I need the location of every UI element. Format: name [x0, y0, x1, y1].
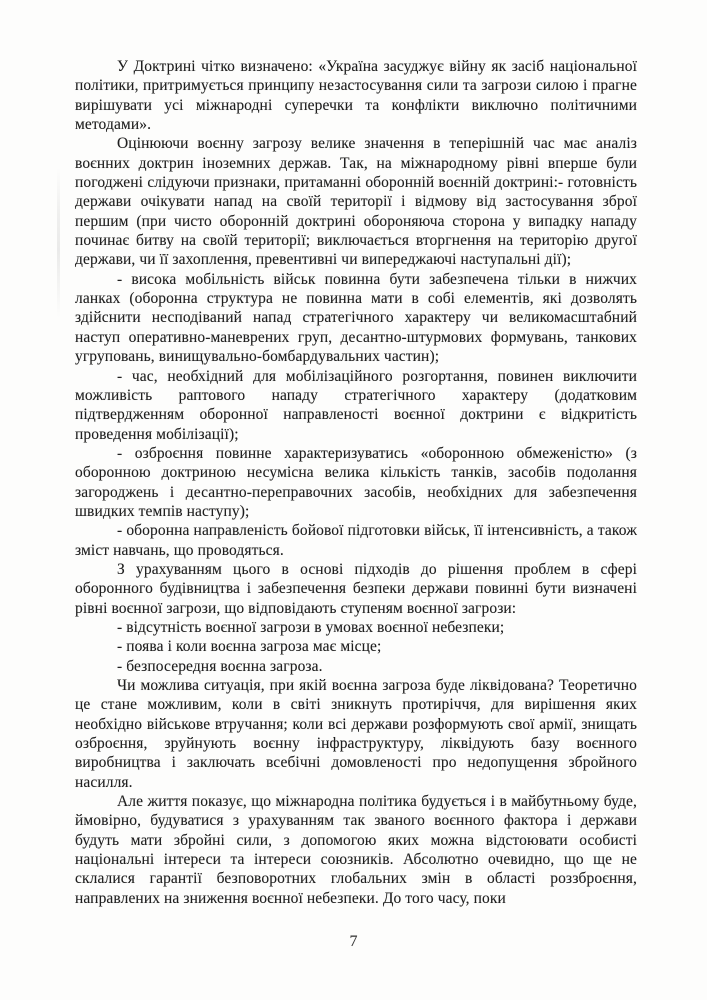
paragraph: Оцінюючи воєнну загрозу велике значення в теперішній час має аналіз воєнних доктрин іноземних держав. Так, на міжнародному рівні вперше були погоджені слідуючи признаки, притаманні оборонній воєнній доктрині:- готовність держави очікувати напад на своїй території і відмову від застосування зброї першим (при чисто оборонній доктрині обороняюча сторона у випадку нападу починає битву на своїй території; виключається вторгнення на територію другої держави, чи її захоплення, превентивні чи випереджаючі наступальні дії);: [75, 135, 637, 269]
scan-artifact: [57, 168, 60, 318]
paragraph: - озброєння повинне характеризуватись «оборонною обмеженістю» (з оборонною доктриною несумісна велика кількість танків, засобів подолання загороджень і десантно-переправочних засобів, необхідних для забезпечення швидких темпів наступу);: [75, 444, 637, 520]
paragraph: - висока мобільність військ повинна бути забезпечена тільки в нижчих ланках (оборонна структура не повинна мати в собі елементів, які дозволять здійснити несподіваний напад стратегічного характеру чи великомасштабний наступ оперативно-маневрених груп, десантно-штурмових формувань, танкових угруповань, винищувально-бомбардувальних частин);: [75, 270, 637, 366]
paragraph: Але життя показує, що міжнародна політика будується і в майбутньому буде, ймовірно, будуватися з урахуванням так званого воєнного фактора і держави будуть мати збройні сили, з допомогою яких можна відстоювати особисті національні інтереси та інтереси союзників. Абсолютно очевидно, що ще не склалися гарантії безповоротних глобальних змін в області роззброєння, направлених на зниження воєнної небезпеки. До того часу, поки: [75, 793, 637, 907]
paragraph-bullet: - безпосередня воєнна загроза.: [117, 657, 323, 675]
paragraph: З урахуванням цього в основі підходів до рішення проблем в сфері оборонного будівництва і забезпечення безпеки держави повинні бути визначені рівні воєнної загрози, що відповідають ступеням воєнної загрози:: [75, 560, 637, 617]
page-footer: [0, 933, 707, 951]
page-text: [75, 57, 637, 908]
paragraph-bullet: - відсутність воєнної загрози в умовах воєнної небезпеки;: [117, 618, 505, 636]
page-number: 7: [349, 933, 358, 950]
paragraph: - оборонна направленість бойової підготовки військ, її інтенсивність, а також зміст навчань, що проводяться.: [75, 522, 637, 559]
paragraph: У Доктрині чітко визначено: «Україна засуджує війну як засіб національної політики, притримується принципу незастосування сили та загрози силою і прагне вирішувати усі міжнародні суперечки та конфлікти виключно політичними методами».: [75, 58, 637, 134]
paragraph-bullet: - поява і коли воєнна загроза має місце;: [117, 638, 382, 656]
paragraph: - час, необхідний для мобілізаційного розгортання, повинен виключити можливість раптового нападу стратегічного характеру (додатковим підтвердженням оборонної направленості воєнної доктрини є відкритість проведення мобілізації);: [75, 367, 637, 443]
paragraph: Чи можлива ситуація, при якій воєнна загроза буде ліквідована? Теоретично це стане можливим, коли в світі зникнуть протиріччя, для вирішення яких необхідно військове втручання; коли всі держави розформують свої армії, знищать озброєння, зруйнують воєнну інфраструктуру, ліквідують базу воєнного виробництва і заключать всебічні домовленості про недопущення збройного насилля.: [75, 677, 637, 791]
